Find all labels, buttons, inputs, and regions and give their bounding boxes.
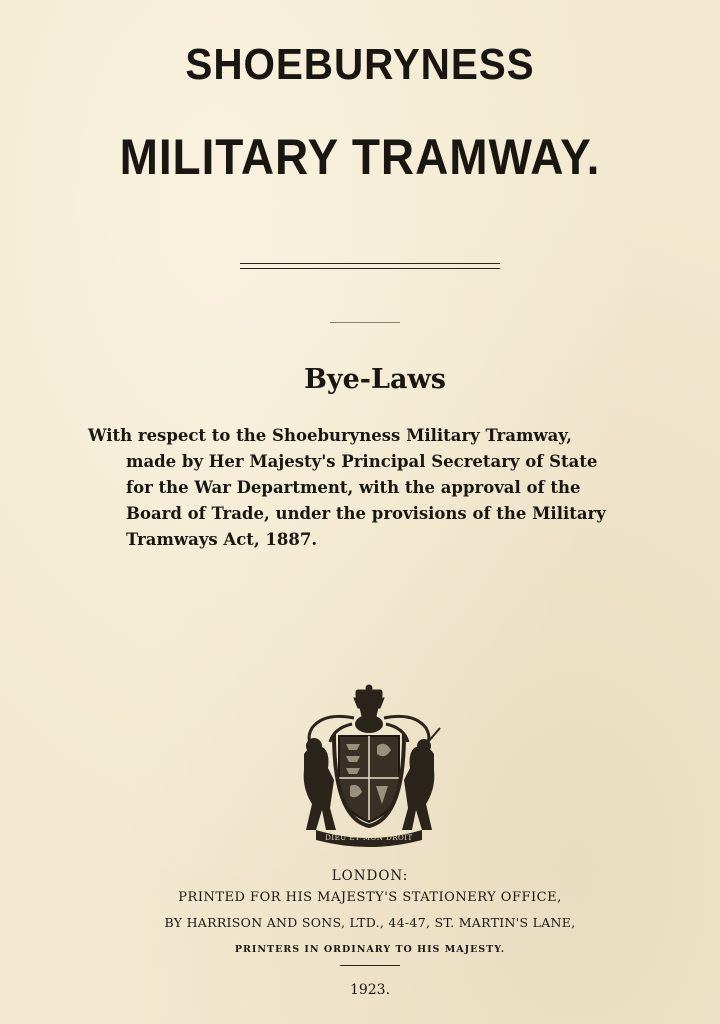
preamble-line: for the War Department, with the approval of the <box>126 478 581 497</box>
imprint-printed-for: PRINTED FOR HIS MAJESTY'S STATIONERY OFFICE, <box>178 890 562 905</box>
preamble-line: made by Her Majesty's Principal Secretary of State <box>126 452 598 471</box>
preamble-line: Tramways Act, 1887. <box>126 530 318 549</box>
imprint-printer: BY HARRISON AND SONS, LTD., 44-47, ST. MARTIN'S LANE, <box>164 915 576 930</box>
subtitle-bye-laws: Bye-Laws <box>304 364 446 395</box>
title-double-rule-bottom <box>240 268 500 269</box>
imprint-year: 1923. <box>349 982 391 998</box>
coat-of-arms-motto: DIEU ET MON DROIT <box>325 834 413 842</box>
preamble-line: Board of Trade, under the provisions of the Military <box>126 504 606 523</box>
title-line-2: MILITARY TRAMWAY. <box>119 129 601 185</box>
preamble-paragraph <box>88 423 668 553</box>
royal-coat-of-arms-icon <box>294 684 444 848</box>
imprint-rule <box>340 965 400 966</box>
imprint-city: LONDON: <box>331 868 409 884</box>
imprint-printers-to: PRINTERS IN ORDINARY TO HIS MAJESTY. <box>234 944 506 955</box>
preamble-line: With respect to the Shoeburyness Military Tramway, <box>88 426 573 445</box>
title-double-rule-top <box>240 263 500 264</box>
separator-rule <box>330 322 400 323</box>
title-line-1: SHOEBURYNESS <box>185 40 535 89</box>
